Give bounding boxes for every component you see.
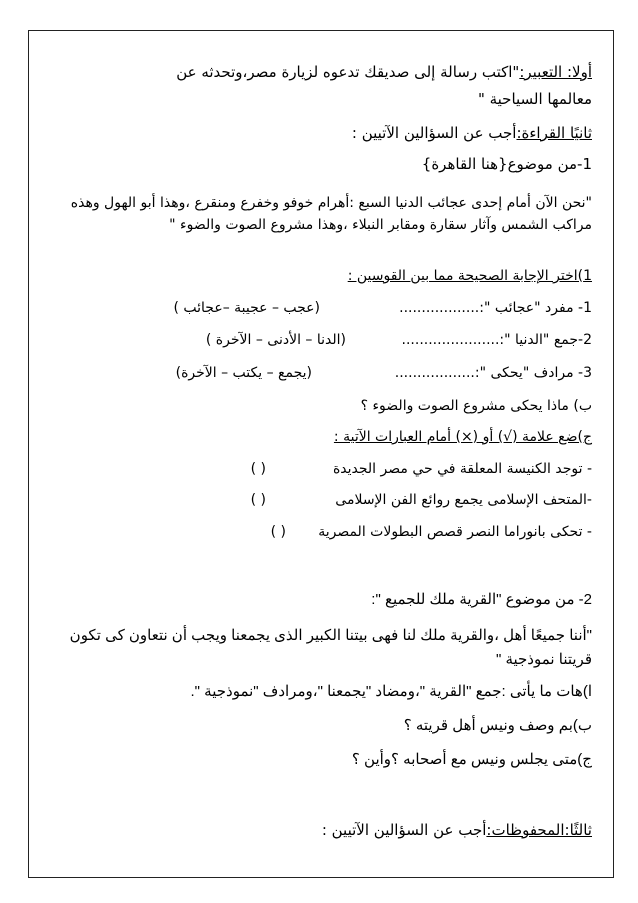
tf-answer-box-3[interactable]: ( ) xyxy=(270,524,286,540)
mcq-question-3: 3- مرادف "يحكى ":.................. xyxy=(394,365,592,381)
choose-correct-title: 1)اختر الإجابة الصحيحة مما بين القوسين : xyxy=(347,268,592,284)
mcq-options-1: (عجب – عجيبة –عجائب ) xyxy=(173,300,320,316)
question-2a: ا)هات ما يأتى :جمع "القرية "،ومضاد "يجمعنا "،ومرادف "نموذجية ". xyxy=(190,683,592,700)
tf-statement-1: - توجد الكنيسة المعلقة في حي مصر الجديدة xyxy=(332,461,592,477)
passage2: "أننا جميعًا أهل ،والقرية ملك لنا فهى بيتنا الكبير الذى يجمعنا ويجب أن نتعاون كى تكون قريتنا نموذجية " xyxy=(69,627,592,668)
reading-heading-line xyxy=(40,123,592,143)
question-2c: ج)متى يجلس ونيس مع أصحابه ؟وأين ؟ xyxy=(351,751,592,768)
topic1-title: 1-من موضوع{هنا القاهرة} xyxy=(421,155,592,173)
topic2-title: 2- من موضوع "القرية ملك للجميع ": xyxy=(371,591,592,608)
writing-prompt-line2: معالمها السياحية " xyxy=(477,90,592,108)
mcq-options-2: (الدنا – الأدنى – الآخرة ) xyxy=(205,332,346,348)
writing-prompt-text1: "اكتب رسالة إلى صديقك تدعوه لزيارة مصر،وتحدثه عن xyxy=(176,63,520,81)
writing-prompt-line1 xyxy=(40,62,592,82)
mcq-question-1: 1- مفرد "عجائب ":.................. xyxy=(399,300,592,316)
tf-statement-3: - تحكى بانوراما النصر قصص البطولات المصرية xyxy=(318,524,592,540)
mcq-question-2: 2-جمع "الدنيا ":...................... xyxy=(401,332,592,348)
memorization-heading: ثالثًا:المحفوظات: xyxy=(486,821,592,839)
mcq-options-3: (يجمع – يكتب – الآخرة) xyxy=(175,365,312,381)
memorization-instruction: أجب عن السؤالين الآتيين : xyxy=(321,821,487,839)
tf-answer-box-1[interactable]: ( ) xyxy=(250,461,266,477)
tf-statement-2: -المتحف الإسلامى يجمع روائع الفن الإسلامى xyxy=(335,492,592,508)
writing-heading: أولا: التعبير: xyxy=(519,63,592,81)
question-2b: ب)بم وصف ونيس أهل قريته ؟ xyxy=(403,717,592,734)
reading-instruction: أجب عن السؤالين الآتيين : xyxy=(351,124,517,142)
tf-answer-box-2[interactable]: ( ) xyxy=(250,492,266,508)
reading-heading: ثانيًا القراءة: xyxy=(516,124,592,142)
passage1: "نحن الآن أمام إحدى عجائب الدنيا السبع :أهرام خوفو وخفرع ومنقرع ،وهذا أبو الهول وهذه مراكب الشمس وآثار سقارة ومقابر النبلاء ،وهذا مشروع الصوت والضوء " xyxy=(70,195,592,233)
memorization-heading-line xyxy=(40,820,592,840)
true-false-title: ج)ضع علامة (√) أو (×) أمام العبارات الآتية : xyxy=(333,429,592,445)
question-b: ب) ماذا يحكى مشروع الصوت والضوء ؟ xyxy=(360,398,592,414)
